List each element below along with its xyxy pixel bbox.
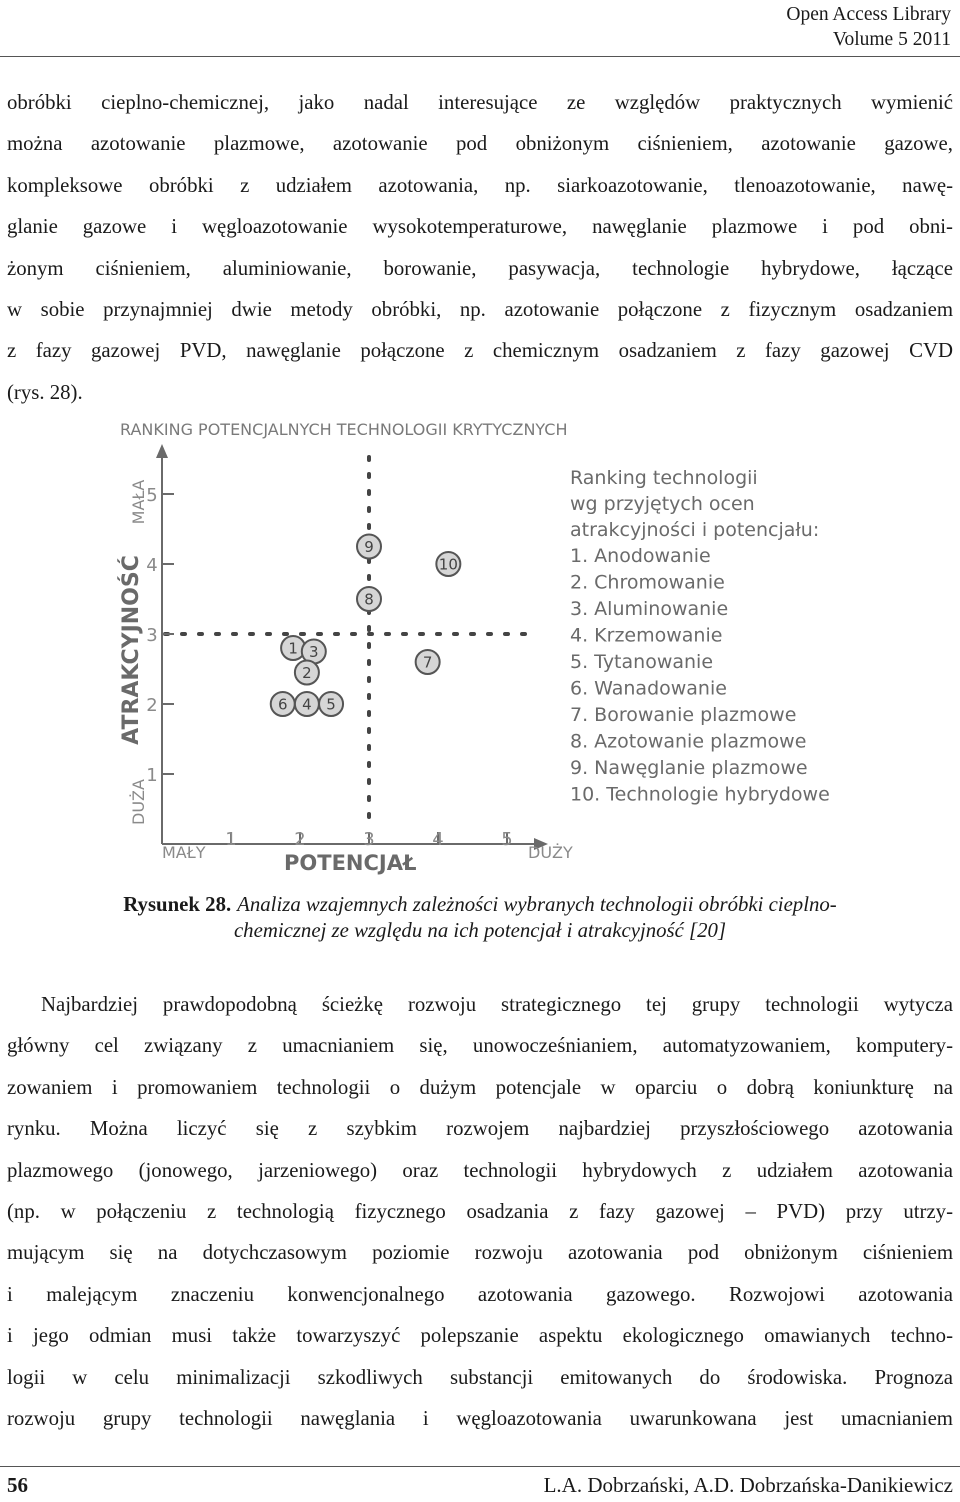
footer-divider	[0, 1466, 960, 1467]
data-point-label: 10	[438, 555, 458, 574]
text-line: Najbardziej prawdopodobną ścieżkę rozwoju strategicznego tej grupy technologii wytycza	[41, 993, 953, 1016]
page-number: 56	[7, 1473, 28, 1497]
journal-name: Open Access Library	[786, 4, 951, 25]
caption-label: Rysunek 28.	[123, 893, 232, 916]
journal-volume: Volume 5 2011	[832, 29, 951, 50]
figure-caption	[0, 892, 960, 944]
legend-item: 4. Krzemowanie	[570, 624, 723, 647]
header-divider	[0, 56, 960, 57]
caption-text: Analiza wzajemnych zależności wybranych technologii obróbki cieplno-	[237, 893, 837, 916]
y-tick-label: 4	[146, 555, 158, 576]
data-point-label: 5	[326, 695, 336, 714]
legend-heading-line: Ranking technologii	[570, 467, 758, 489]
y-axis-top-label: MAŁA	[129, 479, 148, 525]
caption-text: chemicznej ze względu na ich potencjał i atrakcyjność [20]	[233, 919, 727, 942]
data-point-label: 1	[288, 639, 298, 658]
data-point-label: 3	[309, 643, 319, 661]
text-line: mującym się na dotychczasowym poziomie rozwoju azotowania pod obniżonym ciśnieniem	[7, 1241, 953, 1265]
legend-item: 1. Anodowanie	[570, 545, 711, 567]
footer-authors: L.A. Dobrzański, A.D. Dobrzańska-Danikiewicz	[543, 1473, 953, 1497]
legend-heading-line: wg przyjętych ocen	[570, 493, 755, 515]
x-tick-label: 5	[501, 829, 513, 850]
x-tick-label: 3	[363, 829, 375, 850]
data-point-label: 9	[364, 538, 374, 556]
x-axis-right-label: DUŻY	[528, 843, 573, 862]
text-line: rynku. Można liczyć się z szybkim rozwojem najbardziej przyszłościowego azotowania	[7, 1117, 953, 1141]
x-tick-label: 4	[432, 829, 444, 850]
legend-item: 5. Tytanowanie	[570, 651, 714, 673]
paragraph-body	[7, 984, 953, 1439]
running-header	[786, 2, 951, 52]
data-point-label: 4	[302, 695, 312, 714]
text-line: z fazy gazowej PVD, nawęglanie połączone z chemicznym osadzaniem z fazy gazowej CVD	[7, 339, 953, 363]
text-line: plazmowego (jonowego, jarzeniowego) oraz technologii hybrydowych z udziałem azotowania	[7, 1158, 953, 1182]
data-point-label: 7	[422, 653, 433, 672]
y-tick-label: 3	[146, 625, 158, 646]
text-line: w sobie przynajmniej dwie metody obróbki, np. azotowanie połączone z fizycznym osadzaniem	[7, 297, 953, 321]
data-point-label: 6	[277, 695, 288, 714]
y-tick-label: 5	[146, 485, 158, 506]
text-line: logii w celu minimalizacji szkodliwych substancji emitowanych do środowiska. Prognoza	[7, 1365, 953, 1389]
text-line: można azotowanie plazmowe, azotowanie pod obniżonym ciśnieniem, azotowanie gazowe,	[7, 132, 953, 156]
y-tick-label: 1	[146, 765, 158, 786]
text-line: (rys. 28).	[7, 380, 83, 404]
paragraph-intro	[7, 82, 953, 413]
legend-item: 8. Azotowanie plazmowe	[570, 730, 807, 753]
legend-item: 3. Aluminowanie	[570, 598, 729, 620]
text-line: obróbki cieplno-chemicznej, jako nadal interesujące ze względów praktycznych wymienić	[7, 91, 953, 114]
text-line: zowaniem i promowaniem technologii o dużym potencjale w oparciu o dobrą koniunkturę na	[7, 1075, 953, 1099]
y-axis-title: ATRAKCYJNOŚĆ	[119, 555, 144, 745]
legend-heading-line: atrakcyjności i potencjału:	[570, 519, 820, 541]
legend-item: 2. Chromowanie	[570, 571, 725, 594]
text-line: rozwoju grupy technologii nawęglania i węgloazotowania uwarunkowana jest umacnianiem	[7, 1406, 953, 1430]
data-point-label: 2	[302, 664, 312, 682]
y-tick-label: 2	[146, 695, 158, 716]
x-tick-label: 1	[225, 829, 237, 850]
legend-item: 6. Wanadowanie	[570, 677, 727, 700]
text-line: kompleksowe obróbki z udziałem azotowania, np. siarkoazotowanie, tlenoazotowanie, nawę-	[7, 173, 953, 197]
legend-item: 7. Borowanie plazmowe	[570, 704, 797, 726]
text-line: główny cel związany z umacnianiem się, unowocześnianiem, automatyzowaniem, komputery-	[7, 1034, 953, 1058]
x-axis-left-label: MAŁY	[162, 843, 206, 862]
text-line: glanie gazowe i węgloazotowanie wysokotemperaturowe, nawęglanie plazmowe i pod obni-	[7, 215, 953, 239]
text-line: i malejącym znaczeniu konwencjonalnego azotowania gazowego. Rozwojowi azotowania	[7, 1282, 953, 1306]
data-point-label: 8	[364, 590, 374, 609]
y-axis-bottom-label: DUŻA	[129, 779, 148, 825]
x-axis-title: POTENCJAŁ	[284, 851, 417, 875]
text-line: żonym ciśnieniem, aluminiowanie, borowanie, pasywacja, technologie hybrydowe, łączące	[7, 256, 953, 280]
text-line: i jego odmian musi także towarzyszyć polepszanie aspektu ekologicznego omawianych techno-	[7, 1324, 953, 1348]
legend-item: 10. Technologie hybrydowe	[570, 783, 830, 806]
figure-ranking-chart	[100, 412, 860, 882]
scatter-chart	[100, 412, 860, 882]
chart-title: RANKING POTENCJALNYCH TECHNOLOGII KRYTYCZNYCH	[120, 420, 568, 439]
x-tick-label: 2	[294, 829, 306, 850]
text-line: (np. w połączeniu z technologią fizycznego osadzania z fazy gazowej – PVD) przy utrzy-	[7, 1199, 953, 1223]
legend-item: 9. Nawęglanie plazmowe	[570, 757, 808, 779]
